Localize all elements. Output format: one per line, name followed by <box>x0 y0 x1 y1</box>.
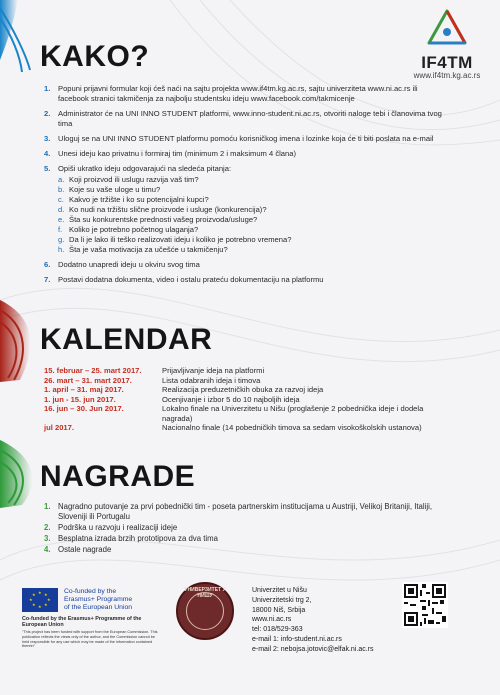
prize-text: Podrška u razvoju i realizaciji ideje <box>58 523 178 532</box>
question-item <box>58 245 444 255</box>
step-text: Dodatno unapredi ideju u okviru svog tima <box>58 260 200 269</box>
question-text: Kakvo je tržište i ko su potencijalni kupci? <box>69 195 209 204</box>
step-text: Postavi dodatna dokumenta, video i ostalu prateću dokumentaciju na platformu <box>58 275 324 284</box>
question-item <box>58 225 444 235</box>
question-text: Šta su konkurentske prednosti vašeg proizvoda/usluge? <box>69 215 258 224</box>
kalendar-date: 26. mart – 31. mart 2017. <box>44 375 132 385</box>
question-letter: g. <box>58 235 65 244</box>
question-item <box>58 215 444 225</box>
eu-bold-text: Co-funded by the Erasmus+ Programme of the European Union <box>22 616 142 629</box>
kako-heading: KAKO? <box>40 40 150 73</box>
contact-line: Univerzitet u Nišu <box>252 587 307 594</box>
question-letter: d. <box>58 205 65 214</box>
question-item <box>58 185 444 195</box>
kalendar-event: Prijavljivanje ideja na platformi <box>162 366 265 375</box>
prize-number: 3. <box>44 534 51 543</box>
step-text: Unesi ideju kao privatnu i formiraj tim (minimum 2 i maksimum 4 člana) <box>58 149 297 158</box>
table-row <box>44 395 439 405</box>
step-number: 4. <box>44 149 51 158</box>
question-letter: b. <box>58 185 65 194</box>
table-row <box>44 385 439 395</box>
step-text: Uloguj se na UNI INNO STUDENT platformu pomoću korisničkog imena i lozinke koja će ti biti poslata na e-mail <box>58 134 434 143</box>
table-row <box>44 404 439 423</box>
logo-url[interactable]: www.if4tm.kg.ac.rs <box>413 71 481 80</box>
erasmus-block <box>22 588 162 649</box>
step-item <box>44 134 444 144</box>
contact-email-1[interactable]: e-mail 1: info-student.ni.ac.rs <box>252 635 342 643</box>
kako-steps <box>44 84 444 290</box>
kalendar-event: Lista odabranih ideja i timova <box>162 375 261 385</box>
prize-text: Nagradno putovanje za prvi pobednički tim - poseta partnerskim institucijama u Austriji, Velikoj Britaniji, Italiji, Sloveniji ili Portugalu <box>58 502 432 521</box>
step-text: Administrator će na UNI INNO STUDENT platformi, www.inno-student.ni.ac.rs, otvoriti naloge tebi i članovima tvog tima <box>58 109 442 128</box>
kalendar-event: Realizacija preduzetničkih obuka za razvoj ideja <box>162 385 324 394</box>
kalendar-heading: KALENDAR <box>40 323 213 356</box>
step-item <box>44 109 444 129</box>
question-letter: c. <box>58 195 64 204</box>
question-text: Da li je lako ili teško realizovati ideju i koliko je potrebno vremena? <box>69 235 292 244</box>
step-number: 1. <box>44 84 51 93</box>
question-text: Ko nudi na tržištu slične proizvode i usluge (konkurencija)? <box>69 205 267 214</box>
logo-name: IF4TM <box>421 53 473 72</box>
kalendar-date: 15. februar – 25. mart 2017. <box>44 366 142 375</box>
contact-line: 18000 Niš, Srbija <box>252 606 306 614</box>
prize-number: 2. <box>44 523 51 532</box>
question-list <box>58 175 444 255</box>
kalendar-event: Ocenjivanje i izbor 5 do 10 najboljih ideja <box>162 394 300 404</box>
prize-item <box>44 534 454 544</box>
prize-number: 1. <box>44 502 51 511</box>
step-number: 7. <box>44 275 51 284</box>
eu-cofund-text: Co-funded by the Erasmus+ Programme of the European Union <box>64 588 133 611</box>
table-row <box>44 376 439 386</box>
step-number: 3. <box>44 134 51 143</box>
kalendar-table <box>44 366 439 433</box>
eu-disclaimer: "This project has been funded with support from the European Commission. This publication reflects the views only of the author, and the Commission cannot be held responsible for any use which may be made of the information contained therein" <box>22 630 158 649</box>
step-number: 5. <box>44 164 51 173</box>
question-item <box>58 175 444 185</box>
contact-phone: tel: 018/529-363 <box>252 626 303 634</box>
contact-block <box>252 586 374 655</box>
university-seal: УНИВЕРЗИТЕТ У НИШУ <box>176 582 234 640</box>
question-item <box>58 195 444 205</box>
step-number: 2. <box>44 109 51 118</box>
contact-email-2[interactable]: e-mail 2: nebojsa.jotovic@elfak.ni.ac.rs <box>252 645 374 653</box>
question-letter: e. <box>58 215 65 224</box>
kalendar-event: Nacionalno finale (14 pobedničkih timova sa sedam visokoškolskih ustanova) <box>162 423 422 432</box>
nagrade-list <box>44 502 454 556</box>
prize-text: Ostale nagrade <box>58 545 112 554</box>
contact-website[interactable]: www.ni.ac.rs <box>252 616 292 624</box>
step-item <box>44 164 444 255</box>
if4tm-logo-mark <box>425 8 469 48</box>
question-text: Koje su vaše uloge u timu? <box>69 185 161 194</box>
question-item <box>58 205 444 215</box>
kalendar-date: 1. april – 31. maj 2017. <box>44 385 124 394</box>
question-item <box>58 235 444 245</box>
footer <box>0 580 500 690</box>
step-item <box>44 149 444 159</box>
qr-code <box>402 582 448 628</box>
step-item <box>44 275 444 285</box>
prize-item <box>44 502 454 522</box>
question-text: Koji proizvod ili uslugu razvija vaš tim? <box>69 175 199 184</box>
prize-item <box>44 545 454 555</box>
kalendar-event: Lokalno finale na Univerzitetu u Nišu (proglašenje 2 pobednička ideje i dodela nagrada) <box>162 404 424 423</box>
step-number: 6. <box>44 260 51 269</box>
step-item <box>44 84 444 104</box>
kalendar-date: 1. jun - 15. jun 2017. <box>44 394 116 404</box>
contact-line: Univerzitetski trg 2, <box>252 596 312 604</box>
eu-flag-icon: ★ ★ ★ ★ ★ ★ ★ ★ <box>22 588 58 612</box>
nagrade-heading: NAGRADE <box>40 460 196 493</box>
kalendar-date: jul 2017. <box>44 423 74 432</box>
step-item <box>44 260 444 270</box>
if4tm-logo <box>412 8 482 80</box>
table-row <box>44 423 439 433</box>
prize-text: Besplatna izrada brzih prototipova za dva tima <box>58 534 218 543</box>
prize-item <box>44 523 454 533</box>
question-letter: f. <box>58 225 63 234</box>
step-text: Opiši ukratko ideju odgovarajući na sledeća pitanja: <box>58 164 232 173</box>
question-text: Koliko je potrebno početnog ulaganja? <box>69 225 199 234</box>
kalendar-date: 16. jun – 30. Jun 2017. <box>44 404 124 413</box>
table-row <box>44 366 439 376</box>
question-letter: h. <box>58 245 65 254</box>
step-text: Popuni prijavni formular koji ćeš naći na sajtu projekta www.if4tm.kg.ac.rs, sajtu univerziteta www.ni.ac.rs ili facebook stranici takmičenja za najbolju studentsku ideju www.facebook.com/takmicenje <box>58 84 418 103</box>
question-letter: a. <box>58 175 65 184</box>
prize-number: 4. <box>44 545 51 554</box>
question-text: Šta je vaša motivacija za učešće u takmičenju? <box>69 245 228 254</box>
